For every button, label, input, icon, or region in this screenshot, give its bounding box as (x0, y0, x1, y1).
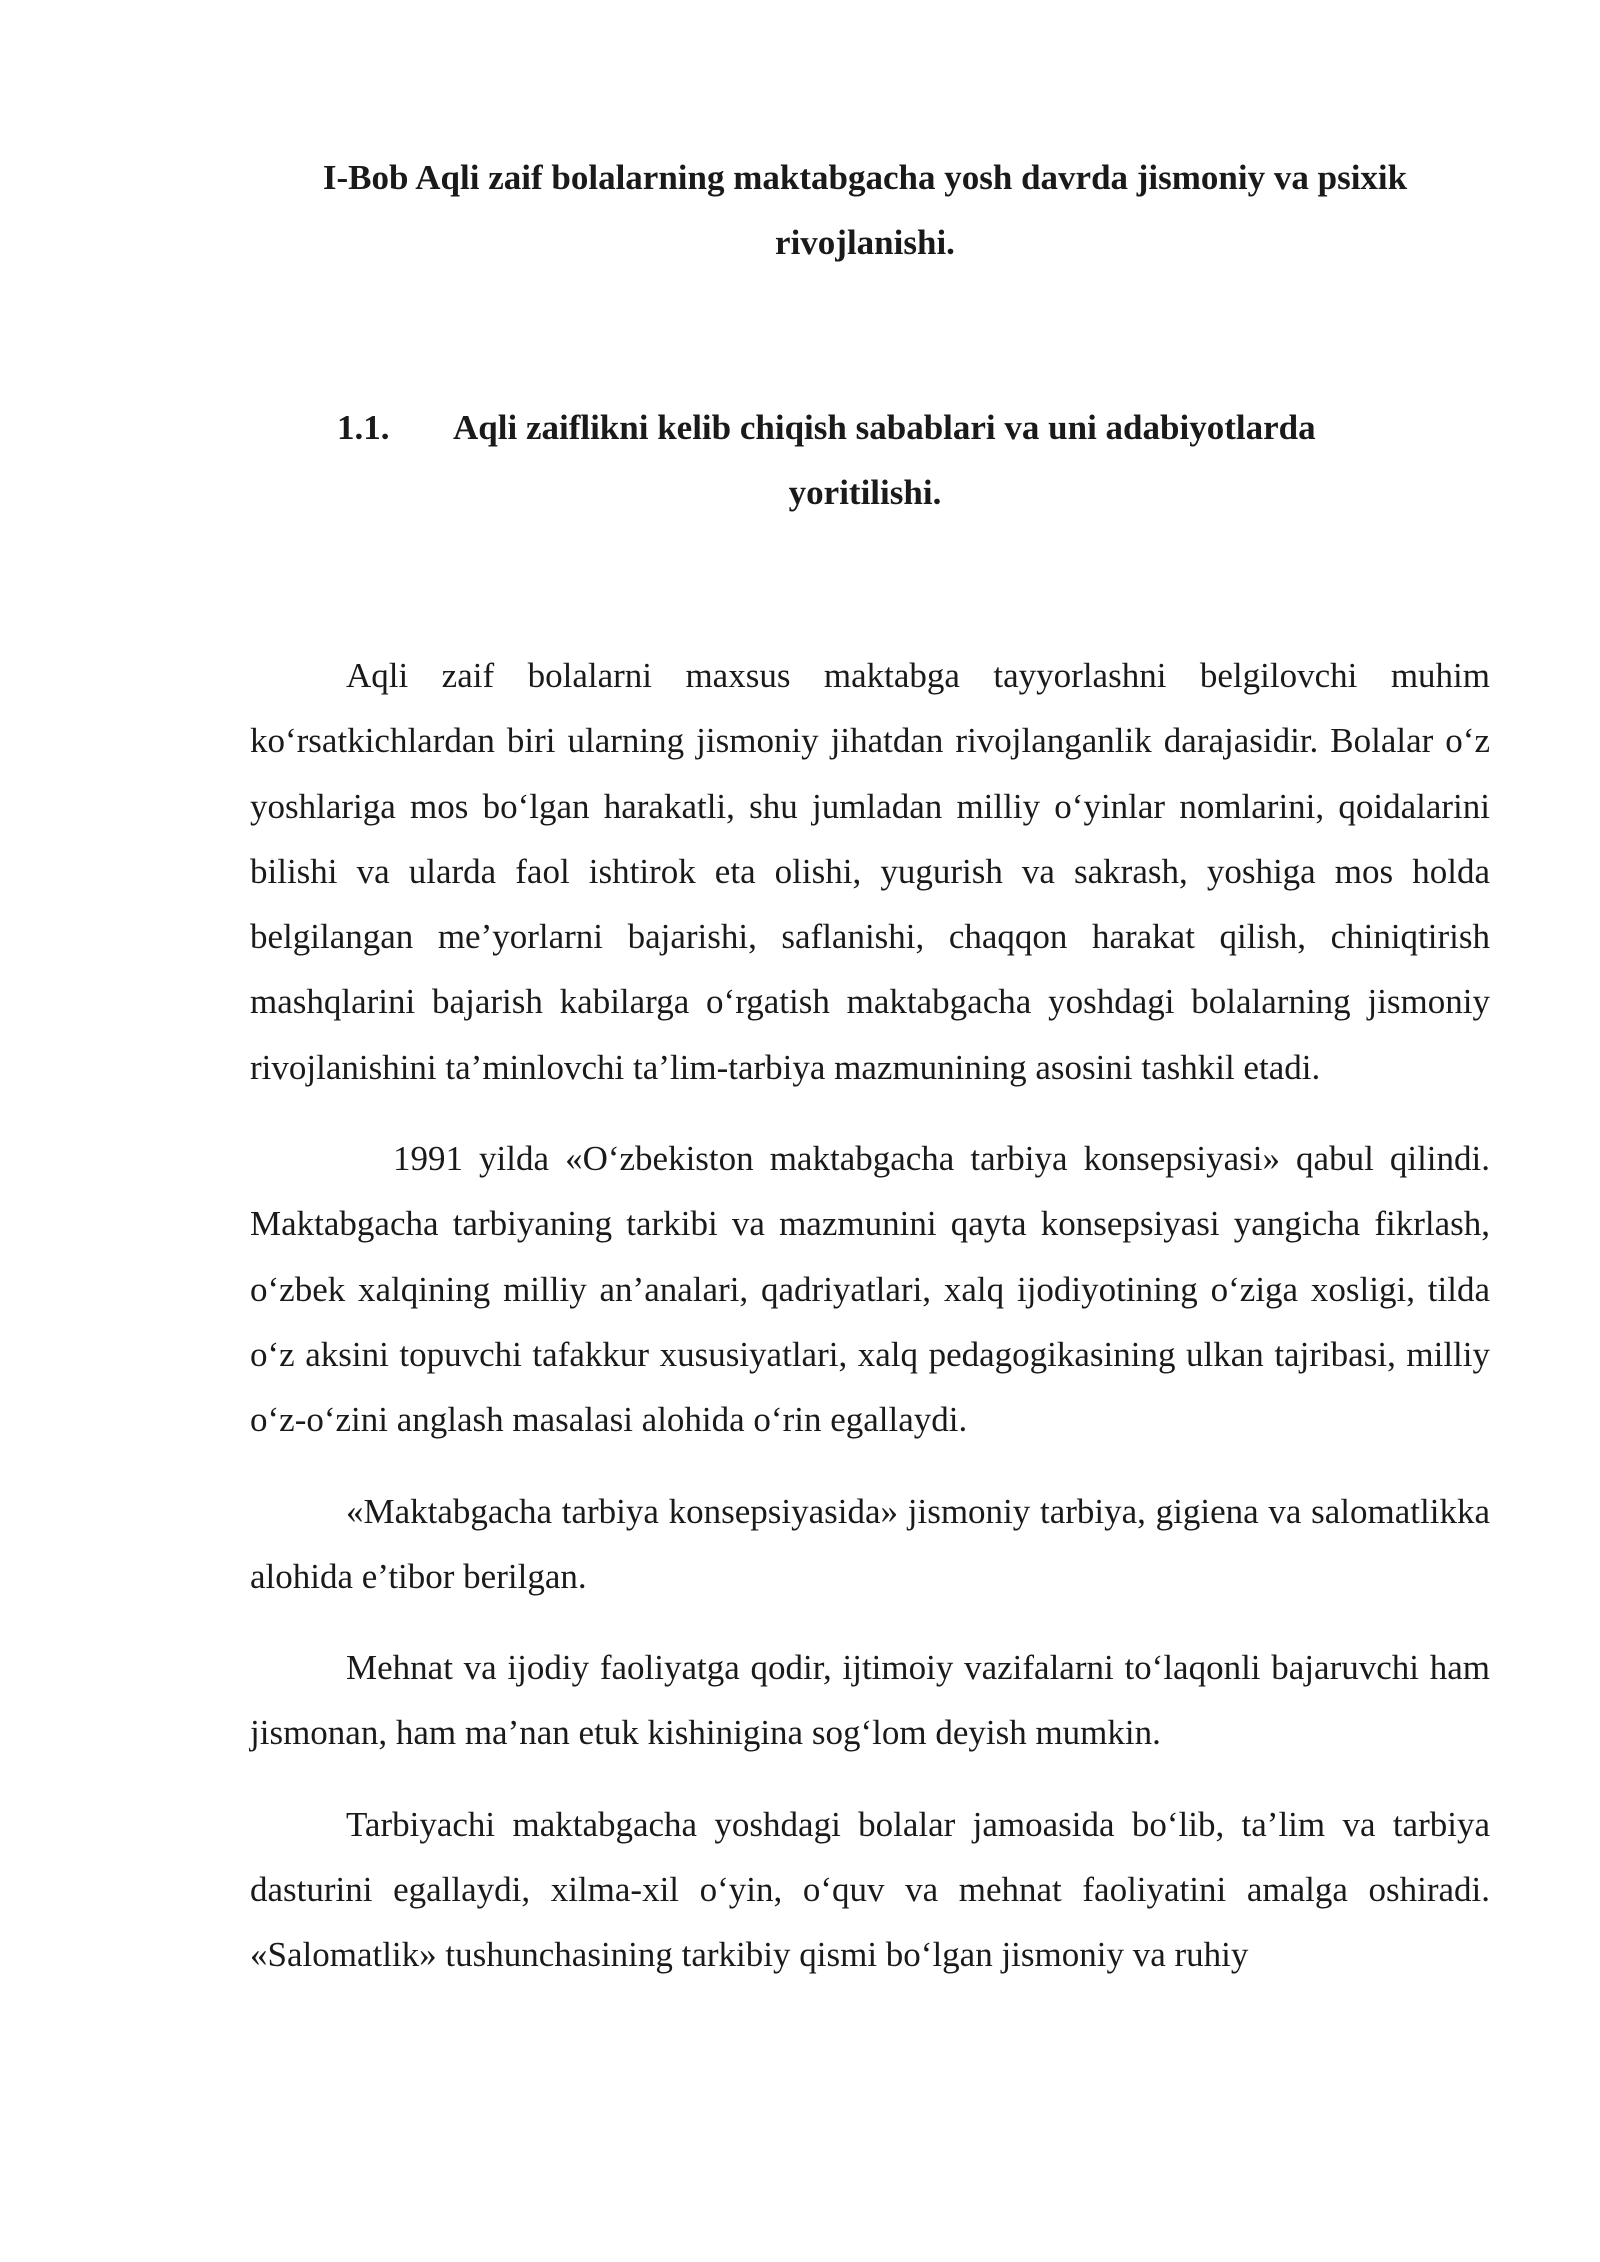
paragraph: 1991 yilda «O‘zbekiston maktabgacha tarbiya konsepsiyasi» qabul qilindi. Maktabgacha tarbiyaning tarkibi va mazmunini qayta konsepsiyasi yangicha fikrlash, o‘zbek xalqining milliy an’analari, qadriyatlari, xalq ijodiyotining o‘ziga xosligi, tilda o‘z aksini topuvchi tafakkur xususiyatlari, xalq pedagogikasining ulkan tajribasi, milliy o‘z-o‘zini anglash masalasi alohida o‘rin egallaydi. (250, 1139, 1490, 1440)
section-title-line2: yoritilishi. (788, 473, 942, 512)
section-heading-line1 (250, 395, 1480, 460)
paragraph: «Maktabgacha tarbiya konsepsiyasida» jismoniy tarbiya, gigiena va salomatlikka alohida e’tibor berilgan. (250, 1491, 1490, 1596)
section-heading (250, 395, 1480, 525)
paragraph: Tarbiyachi maktabgacha yoshdagi bolalar jamoasida bo‘lib, ta’lim va tarbiya dasturini egallaydi, xilma-xil o‘yin, o‘quv va mehnat faoliyatini amalga oshiradi. «Salomatlik» tushunchasining tarkibiy qismi bo‘lgan jismoniy va ruhiy (250, 1804, 1490, 1975)
paragraph: Mehnat va ijodiy faoliyatga qodir, ijtimoiy vazifalarni to‘laqonli bajaruvchi ham jismonan, ham ma’nan etuk kishinigina sog‘lom deyish mumkin. (250, 1648, 1490, 1753)
chapter-title: I-Bob Aqli zaif bolalarning maktabgacha yosh davrda jismoniy va psixik rivojlanishi. (322, 158, 1408, 262)
section-title-line1: Aqli zaiflikni kelib chiqish sabablari va uni adabiyotlarda (453, 408, 1316, 447)
paragraph: Aqli zaif bolalarni maxsus maktabga tayyorlashni belgilovchi muhim ko‘rsatkichlardan biri ularning jismoniy jihatdan rivojlanganlik darajasidir. Bolalar o‘z yoshlariga mos bo‘lgan harakatli, shu jumladan milliy o‘yinlar nomlarini, qoidalarini bilishi va ularda faol ishtirok eta olishi, yugurish va sakrash, yoshiga mos holda belgilangan me’yorlarni bajarishi, saflanishi, chaqqon harakat qilish, chiniqtirish mashqlarini bajarish kabilarga o‘rgatish maktabgacha yoshdagi bolalarning jismoniy rivojlanishini ta’minlovchi ta’lim-tarbiya mazmunining asosini tashkil etadi. (250, 656, 1490, 1087)
section-number: 1.1. (337, 408, 390, 447)
body-text (250, 643, 1490, 1988)
